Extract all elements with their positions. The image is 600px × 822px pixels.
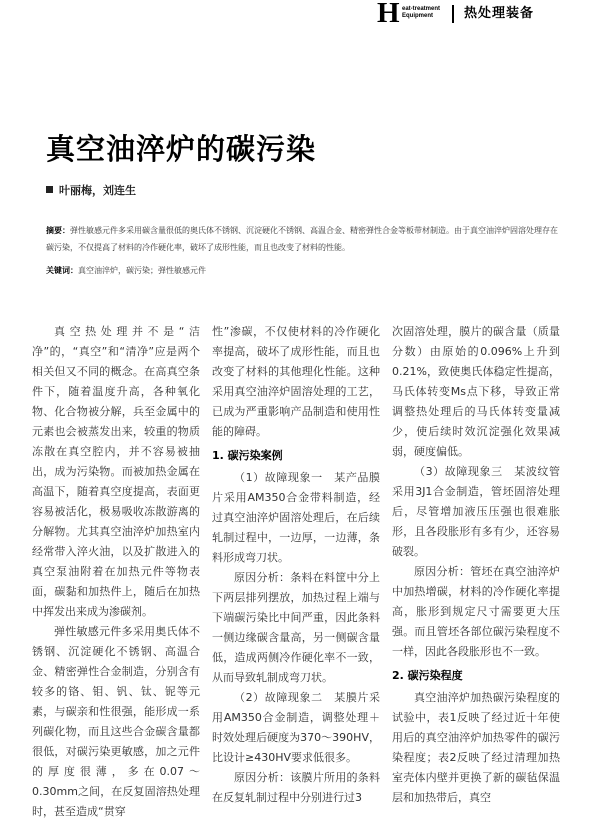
paragraph: 原因分析：条料在料筐中分上下两层排列摆放，加热过程上端与下端碳污染比中间严重，因此条料一侧边缘碳含量高，另一侧碳含量低，造成两侧冷作硬化率不一致，从而导致轧制成弯刀状。 [212,571,380,684]
journal-logo-english: eat-treatment Equipment [402,6,441,19]
section-heading: 1. 碳污染案例 [212,449,283,462]
paragraph: （3）故障现象三 某波纹管采用3J1合金制造，管坯固溶处理后，尽管增加液压压强也很难胀形，且各段胀形有多有少，还容易破裂。 [392,465,560,558]
article-title: 真空油淬炉的碳污染 [46,132,317,166]
author-line [46,184,136,198]
paragraph: 原因分析：管坯在真空油淬炉中加热增碳，材料的冷作硬化率提高，胀形到规定尺寸需要更大压强。而且管坯各部位碳污染程度不一样，因此各段胀形也不一致。 [392,565,560,658]
body-column-2 [212,322,380,804]
journal-section-name: 热处理装备 [464,6,535,21]
paragraph: 弹性敏感元件多采用奥氏体不锈钢、沉淀硬化不锈钢、高温合金、精密弹性合金制造，分别含有较多的铬、钼、钒、钛、铌等元素，与碳亲和性很强，能形成一系列碳化物，而且这些合金碳含量都很低，对碳污染更敏感，加之元件的厚度很薄，多在0.07～0.30mm之间，在反复固溶热处理时，甚至造成“贯穿 [32,625,200,818]
author-bullet-icon [46,186,53,193]
header-divider [452,5,454,23]
paragraph: 真空油淬炉加热碳污染程度的试验中，表1反映了经过近十年使用后的真空油淬炉加热零件的碳污染程度；表2反映了经过清理加热室壳体内壁并更换了新的碳毡保温层和加热带后，真空 [392,691,560,804]
paragraph: 真空热处理并不是“洁净”的，“真空”和“清净”应是两个相关但又不同的概念。在高真空条件下，随着温度升高，各种氧化物、化合物被分解，兵至金属中的元素也会被蒸发出来，较重的物质冻散在真空腔内，并不容易被抽出，成为污染物。而被加热金属在高温下，随着真空度提高，表面更容易被活化，极易吸收冻散游离的分解物。尤其真空油淬炉加热室内经常带入淬火油，以及扩散进入的真空泵油附着在加热元件等物表面，碳黏和加热件上，随后在加热中挥发出来成为渗碳剂。 [32,325,200,618]
keywords-text: 真空油淬炉，碳污染；弹性敏感元件 [78,266,206,275]
body-column-1 [32,322,200,818]
paragraph: 次固溶处理，膜片的碳含量（质量分数）由原始的0.096%上升到0.21%，致使奥氏体稳定性提高，马氏体转变Ms点下移，导致正常调整热处理后的马氏体转变量减少，使后续时效沉淀强化效果减弱，硬度偏低。 [392,325,560,458]
abstract [46,222,558,256]
abstract-text: 弹性敏感元件多采用碳含量很低的奥氏体不锈钢、沉淀硬化不锈钢、高温合金、精密弹性合金等板带材制造。由于真空油淬炉固溶处理存在碳污染，不仅提高了材料的冷作硬化率，破坏了成形性能，而且也改变了材料的性能。 [46,226,558,252]
paragraph: 性”渗碳，不仅使材料的冷作硬化率提高，破坏了成形性能，而且也改变了材料的其他理化性能。这种采用真空油淬炉固溶处理的工艺，已成为严重影响产品制造和使用性能的障碍。 [212,325,380,438]
abstract-label: 摘要： [46,226,70,235]
paragraph: （2）故障现象二 某膜片采用AM350合金制造，调整处理＋时效处理后硬度为370～390HV，比设计≥430HV要求低很多。 [212,691,380,764]
section-heading: 2. 碳污染程度 [392,669,463,682]
paragraph: 原因分析：该膜片所用的条料在反复轧制过程中分别进行过3 [212,771,380,804]
journal-header [340,0,600,30]
body-column-3 [392,322,560,804]
keywords [46,264,558,278]
journal-logo-letter: H [377,0,400,29]
keywords-label: 关键词： [46,266,78,275]
authors: 叶丽梅，刘连生 [59,184,136,197]
paragraph: （1）故障现象一 某产品膜片采用AM350合金带料制造，经过真空油淬炉固溶处理后，在后续轧制过程中，一边厚，一边薄，条料形成弯刀状。 [212,471,380,564]
